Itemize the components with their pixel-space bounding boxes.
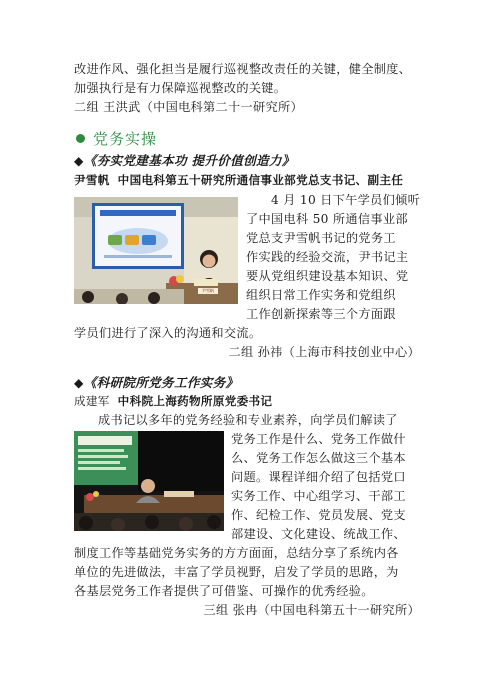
lecture-photo-1 — [74, 197, 238, 304]
paragraph-line: 各基层党务工作者提供了可借鉴、可操作的优秀经验。 — [74, 584, 374, 598]
speaker-name: 尹雪帆 — [74, 173, 110, 187]
diamond-bullet-icon: ◆ — [74, 154, 84, 168]
speaker-line — [74, 392, 272, 411]
signature-line: 三组 张冉（中国电科第五十一研究所） — [203, 603, 420, 617]
paragraph-line: 了中国电科 50 所通信事业部 — [246, 212, 408, 226]
paragraph-line: 制度工作等基础党务实务的方方面面，总结分享了系统内各 — [74, 546, 399, 560]
speaker-line — [74, 171, 403, 190]
paragraph-line: 4 月 10 日下午学员们倾听 — [271, 193, 421, 207]
section-heading-text: 党务实操 — [93, 130, 158, 148]
paragraph-line: 问题。课程详细介绍了包括党口 — [231, 470, 406, 484]
lecture-photo-2-image — [74, 431, 224, 531]
paragraph-line: 实务工作、中心组学习、干部工 — [231, 489, 406, 503]
speaker-role: 中国电科第五十研究所通信事业部党总支书记、副主任 — [117, 173, 404, 187]
signature-line: 二组 孙祎（上海市科技创业中心） — [228, 345, 420, 359]
nameplate: 尹雪帆 — [198, 288, 218, 294]
paragraph-line: 组织日常工作实务和党组织 — [246, 288, 396, 302]
paragraph-line: 成书记以多年的党务经验和专业素养，向学员们解读了 — [98, 413, 398, 427]
article-title-text: 《夯实党建基本功 提升价值创造力》 — [83, 153, 295, 168]
paragraph-line: 学员们进行了深入的沟通和交流。 — [74, 326, 262, 340]
section-heading — [76, 128, 157, 149]
paragraph-line: 工作创新探索等三个方面跟 — [246, 307, 396, 321]
paragraph-line: 改进作风、强化担当是履行巡视整改责任的关键，健全制度、 — [74, 62, 412, 76]
paragraph-line: 部建设、文化建设、统战工作、 — [231, 527, 406, 541]
green-dot-icon — [76, 134, 85, 143]
article-title-text: 《科研院所党务工作实务》 — [83, 375, 239, 390]
article-title — [74, 151, 295, 171]
article-title — [74, 373, 238, 393]
diamond-bullet-icon: ◆ — [74, 376, 84, 390]
paragraph-line: 加强执行是有力保障巡视整改的关键。 — [74, 81, 287, 95]
paragraph-line: 党务工作是什么、党务工作做什 — [231, 432, 406, 446]
paragraph-line: 作、纪检工作、党员发展、党支 — [231, 508, 406, 522]
paragraph-line: 么、党务工作怎么做这三个基本 — [231, 451, 406, 465]
paragraph-line: 单位的先进做法，丰富了学员视野，启发了学员的思路，为 — [74, 565, 399, 579]
paragraph-line: 作实践的经验交流，尹书记主 — [246, 250, 409, 264]
signature-line: 二组 王洪武（中国电科第二十一研究所） — [74, 100, 303, 114]
paragraph-line: 要从党组织建设基本知识、党 — [246, 269, 409, 283]
lecture-photo-2 — [74, 431, 224, 531]
paragraph-line: 党总支尹雪帆书记的党务工 — [246, 231, 396, 245]
speaker-name: 成建军 — [74, 394, 110, 408]
speaker-role: 中科院上海药物所原党委书记 — [117, 394, 273, 408]
